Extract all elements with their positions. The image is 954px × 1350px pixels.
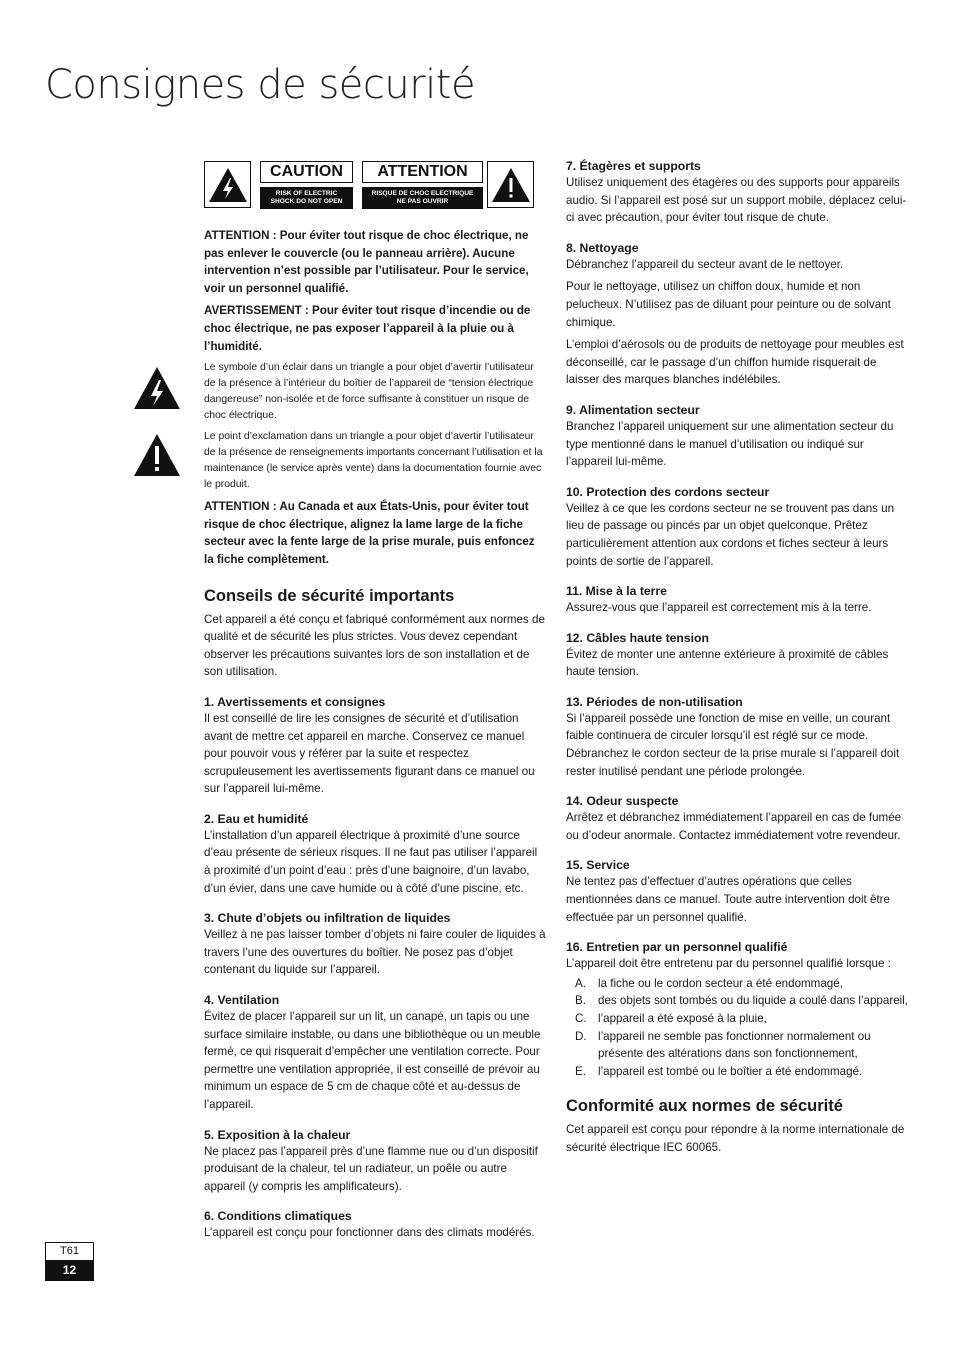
section-title: 3. Chute d’objets ou infiltration de liquides: [204, 911, 451, 926]
section-text: Branchez l’appareil uniquement sur une alimentation secteur du type mentionné dans le manuel d’utilisation ou indiqué sur l’appareil lui-même.: [566, 419, 894, 469]
section-title: 14. Odeur suspecte: [566, 794, 679, 809]
section-title: 8. Nettoyage: [566, 240, 639, 255]
list-marker: A.: [575, 976, 586, 990]
list-text: l’appareil est tombé ou le boîtier a été endommagé.: [598, 1064, 863, 1078]
conformite-heading: Conformité aux normes de sécurité: [566, 1097, 843, 1116]
list-item: [566, 1063, 908, 1081]
conseils-heading: Conseils de sécurité importants: [204, 586, 455, 605]
section-title: 7. Étagères et supports: [566, 159, 701, 173]
section-title: 4. Ventilation: [204, 993, 280, 1008]
section-text: Assurez-vous que l’appareil est correctement mis à la terre.: [566, 601, 872, 615]
section-title: 13. Périodes de non-utilisation: [566, 694, 743, 709]
list-item: [566, 992, 908, 1010]
caution-sub-line2: SHOCK DO NOT OPEN: [270, 198, 343, 205]
list-marker: D.: [575, 1029, 587, 1043]
right-column: [566, 158, 908, 1157]
section-text: Pour le nettoyage, utilisez un chiffon doux, humide et non pelucheux. N’utilisez pas de diluant pour peinture ou de solvant chimique.: [566, 280, 891, 329]
lightning-box: [204, 161, 251, 208]
section-title: 6. Conditions climatiques: [204, 1209, 352, 1224]
section-7: [566, 158, 908, 227]
section-5: [204, 1127, 546, 1196]
list-text: la fiche ou le cordon secteur a été endommagé,: [598, 976, 843, 990]
exclamation-explanation: Le point d’exclamation dans un triangle a pour objet d’avertir l’utilisateur de la présence de renseignements importants concernant l’utilisation et la maintenance (le service après vente) dans la documentation fournie avec le produit.: [204, 431, 543, 491]
page-title: Consignes de sécurité: [45, 62, 476, 108]
section-13: [566, 694, 908, 780]
section-title: 2. Eau et humidité: [204, 811, 309, 826]
attention-sub-line2: NE PAS OUVRIR: [396, 198, 449, 205]
section-text: Ne placez pas l’appareil près d’une flamme nue ou d’un dispositif produisant de la chaleur, tel un radiateur, un poêle ou autre appareil (y compris les amplificateurs).: [204, 1144, 538, 1193]
section-2: [204, 811, 546, 897]
section-text: Ne tentez pas d’effectuer d’autres opérations que celles mentionnées dans ce manuel. Toute autre intervention doit être effectuée par un personnel qualifié.: [566, 875, 890, 924]
warning-banner: [204, 158, 510, 213]
conformite-text: Cet appareil est conçu pour répondre à la norme internationale de sécurité électrique IEC 60065.: [566, 1123, 905, 1154]
list-text: des objets sont tombés ou du liquide a coulé dans l’appareil,: [598, 994, 909, 1008]
section-text: L’appareil doit être entretenu par du personnel qualifié lorsque :: [566, 957, 891, 971]
list-marker: B.: [575, 994, 586, 1008]
list-text: l’appareil ne semble pas fonctionner normalement ou présente des altérations dans son fonctionnement,: [598, 1029, 871, 1061]
section-15: [566, 857, 908, 926]
section-text: L’emploi d’aérosols ou de produits de nettoyage pour meubles est déconseillé, car le passage d’un chiffon humide risquerait de laisser des marques blanches indélébiles.: [566, 338, 904, 387]
lightning-explanation: Le symbole d’un éclair dans un triangle a pour objet d’avertir l’utilisateur de la présence à l’intérieur du boîtier de l’appareil de “tension électrique dangereuse” non-isolée et de force suffisante à constituer un risque de choc électrique.: [204, 362, 534, 422]
section-title: 15. Service: [566, 858, 630, 873]
section-9: [566, 402, 908, 471]
exclamation-triangle-icon: [491, 167, 531, 203]
list-marker: C.: [575, 1012, 587, 1025]
section-text: Arrêtez et débranchez immédiatement l’appareil en cas de fumée ou d’odeur anormale. Contactez immédiatement votre revendeur.: [566, 811, 902, 842]
attention-subtitle: [362, 187, 483, 209]
section-title: 10. Protection des cordons secteur: [566, 484, 770, 499]
section-text: Utilisez uniquement des étagères ou des supports pour appareils audio. Si l’appareil est posé sur un support mobile, déplacez celui-ci avec précaution, pour éviter tout risque de chute.: [566, 176, 907, 225]
attention-title: ATTENTION: [362, 161, 483, 183]
section-text: Débranchez l’appareil du secteur avant de le nettoyer.: [566, 257, 844, 271]
section-text: Si l’appareil possède une fonction de mise en veille, un courant faible continuera de circuler lorsqu’il est réglé sur ce mode. Débranchez le cordon secteur de la prise murale si l’appareil doit rester inutilisé pendant une période prolongée.: [566, 711, 900, 778]
section-14: [566, 793, 908, 844]
section-12: [566, 630, 908, 681]
section-6: [204, 1208, 546, 1242]
list-item: [566, 975, 908, 993]
conseils-intro: Cet appareil a été conçu et fabriqué conformément aux normes de qualité et de sécurité les plus strictes. Vous devez cependant observer les précautions suivantes lors de son installation et de son utilisation.: [204, 612, 545, 679]
page-number-box: [45, 1242, 94, 1281]
attention-sub-line1: RISQUE DE CHOC ELECTRIQUE: [371, 190, 474, 197]
section-1: [204, 694, 546, 798]
caution-title: CAUTION: [260, 161, 353, 183]
avertissement-paragraph: AVERTISSEMENT : Pour éviter tout risque d’incendie ou de choc électrique, ne pas exposer l’appareil à la pluie ou à l’humidité.: [204, 304, 531, 353]
section-4: [204, 992, 546, 1114]
section-title: 5. Exposition à la chaleur: [204, 1127, 351, 1142]
conditions-list: [566, 975, 908, 1081]
model-label: T61: [45, 1242, 94, 1260]
section-title: 11. Mise à la terre: [566, 584, 667, 599]
attention-label: [362, 161, 483, 209]
exclamation-box: [487, 161, 534, 208]
section-text: Évitez de monter une antenne extérieure à proximité de câbles haute tension.: [566, 647, 889, 679]
page-number: 12: [45, 1260, 94, 1281]
lightning-triangle-icon: [133, 366, 181, 410]
section-text: Évitez de placer l’appareil sur un lit, un canapé, un tapis ou une surface similaire instable, ou dans une bibliothèque ou un meuble fermé, ce qui risquerait d’empêcher une ventilation correcte. Pour permettre une ventilation appropriée, il est conseillé de prévoir au minimum un espace de 5 cm de chaque côté et au-dessus de l’appareil.: [204, 1010, 541, 1111]
exclamation-triangle-icon: [133, 433, 181, 477]
section-text: Veillez à ce que les cordons secteur ne se trouvent pas dans un lieu de passage ou pincés par un objet quelconque. Prêtez particulièrement attention aux cordons et fiches secteur à leurs points de sortie de l’appareil.: [566, 501, 895, 568]
section-text: Veillez à ne pas laisser tomber d’objets ni faire couler de liquides à travers l’une des ouvertures du boîtier. Ne posez pas d’objet contenant du liquide sur l’appareil.: [204, 928, 546, 977]
section-title: 16. Entretien par un personnel qualifié: [566, 940, 788, 955]
section-3: [204, 910, 546, 979]
section-title: 1. Avertissements et consignes: [204, 694, 386, 709]
left-column: [204, 158, 546, 1255]
lightning-triangle-icon: [208, 167, 248, 203]
list-marker: E.: [575, 1064, 586, 1078]
list-item: [566, 1010, 908, 1028]
section-text: L’installation d’un appareil électrique à proximité d’une source d’eau présente de sérieux risques. Il ne faut pas utiliser l’appareil à proximité d’un point d’eau : près d’une baignoire, d’un lavabo, d’un évier, dans une cave humide ou à côté d’une piscine, etc.: [204, 828, 538, 895]
list-text: l’appareil a été exposé à la pluie,: [598, 1012, 767, 1025]
section-title: 12. Câbles haute tension: [566, 630, 709, 645]
caution-label: [260, 161, 353, 209]
section-10: [566, 484, 908, 570]
section-11: [566, 583, 908, 617]
section-16: [566, 939, 908, 1080]
section-title: 9. Alimentation secteur: [566, 402, 700, 417]
attention-canada-paragraph: ATTENTION : Au Canada et aux États-Unis, pour éviter tout risque de choc électrique, alignez la lame large de la fiche secteur avec la fente large de la prise murale, puis enfoncez la fiche complètement.: [204, 500, 535, 566]
list-item: [566, 1028, 908, 1063]
attention-paragraph: ATTENTION : Pour éviter tout risque de choc électrique, ne pas enlever le couvercle (ou le panneau arrière). Aucune intervention n’est possible par l’utilisateur. Pour le service, voir un personnel qualifié.: [204, 229, 529, 295]
section-text: L’appareil est conçu pour fonctionner dans des climats modérés.: [204, 1226, 535, 1240]
caution-sub-line1: RISK OF ELECTRIC: [275, 190, 338, 197]
section-text: Il est conseillé de lire les consignes de sécurité et d’utilisation avant de mettre cet appareil en marche. Conservez ce manuel pour pouvoir vous y référer par la suite et respectez scrupuleusement les avertissements figurant dans ce manuel ou sur l’appareil lui-même.: [204, 711, 535, 796]
section-8: [566, 240, 908, 389]
caution-subtitle: [260, 187, 353, 209]
